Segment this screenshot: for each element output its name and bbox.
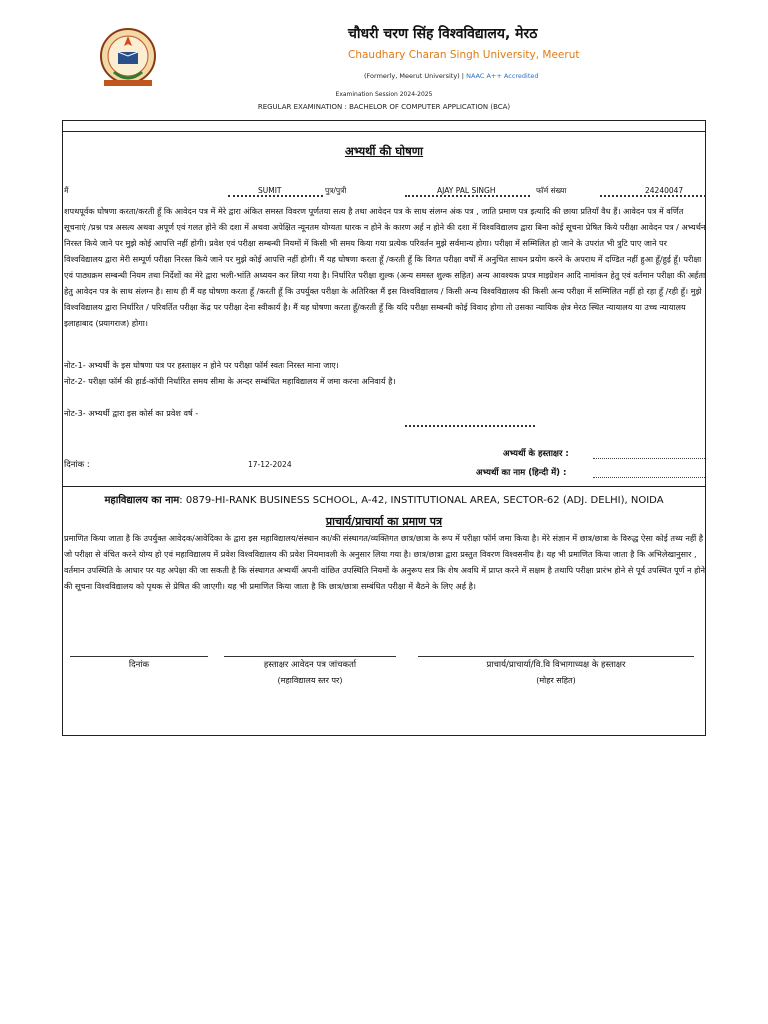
candidate-signature-field[interactable] — [593, 458, 705, 459]
college-value: : 0879-HI-RANK BUSINESS SCHOOL, A-42, INSTITUTIONAL AREA, SECTOR-62 (ADJ. DELHI), NOIDA — [179, 495, 664, 506]
university-formerly — [364, 72, 539, 80]
verifier-signature-line — [224, 656, 396, 657]
note-1: नोट-1- अभ्यर्थी के इस घोषणा पत्र पर हस्ताक्षर न होने पर परीक्षा फॉर्म स्वतः निरस्त माना जाए। — [64, 360, 339, 370]
naac-accreditation: NAAC A++ Accredited — [466, 72, 539, 80]
relation-label: पुत्र/पुत्री — [325, 186, 347, 195]
form-number: 24240047 — [645, 186, 684, 195]
university-name-english: Chaudhary Charan Singh University, Meerut — [348, 49, 580, 61]
father-name: AJAY PAL SINGH — [437, 186, 496, 195]
college-name — [0, 492, 768, 506]
verifier-sublabel: (महाविद्यालय स्तर पर) — [277, 676, 343, 685]
certificate-paragraph — [64, 530, 706, 594]
declaration-main-label: मैं — [64, 186, 69, 195]
declaration-text: शपथपूर्वक घोषणा करता/करती हूँ कि आवेदन पत्र में मेरे द्वारा अंकित समस्त विवरण पूर्णतया सत्य है तथा आवेदन पत्र के साथ संलग्न अंक पत्र , जाति प्रमाण पत्र इत्यादि की छाया प्रतियाँ वैध हैं। आवेदन पत्र में वर्णित सूचनाएं /प्रश्न पत्र असत्य अथवा अपूर्ण एवं गलत होने की दशा में अथवा अपेक्षित न्यूनतम योग्यता धारक न होने के कारण अर्ह न होने की दशा में विश्वविद्यालय द्वारा बिना कोई सूचना प्रेषित किये परीक्षा आवेदन पत्र / अभ्यर्थन निरस्त किये जाने पर मुझे कोई आपत्ति नहीं होगी। प्रवेश एवं परीक्षा सम्बन्धी नियमों में किसी भी समय किया गया प्रत्येक परिवर्तन मुझे सर्वमान्य होगा। परीक्षा में सम्मिलित हो जाने के उपरांत भी त्रुटि पाए जाने पर विश्वविद्यालय द्वारा मेरी सम्पूर्ण परीक्षा निरस्त किये जाने पर मुझे कोई आपत्ति नहीं होगी। मैं यह घोषणा करता हूँ /करती हूँ कि विगत परीक्षा वर्षों में अनुचित साधन प्रयोग करने के अपराध में दण्डित नहीं हुआ हूँ/हुई हूँ। परीक्षा एवं पाठ्यक्रम सम्बन्धी नियम तथा निर्देशों का मेरे द्वारा भली-भांति अध्ययन कर लिया गया है। निर्धारित परीक्षा शुल्क (अन्य समस्त शुल्क सहित) अन्य आवश्यक प्रपत्र माइग्रेशन आदि नामांकन हेतु एवं वर्तमान परीक्षा की अर्हता हेतु आवेदन पत्र के साथ संलग्न है। साथ ही मैं यह घोषणा करता हूँ /करती हूँ कि उपर्युक्त परीक्षा के अतिरिक्त मैं इस विश्वविद्यालय / किसी अन्य विश्वविद्यालय की किसी अन्य परीक्षा में सम्मिलित नहीं हो रहा हूँ /रही हूँ। मुझे विश्वविद्यालय द्वारा निर्धारित / परिवर्तित परीक्षा केंद्र पर परीक्षा देना स्वीकार्य है। मैं यह घोषणा करता हूँ/करती हूँ कि यदि परीक्षा सम्बन्धी कोई विवाद होगा तो उसका न्यायिक क्षेत्र मेरठ स्थित न्यायालय या उच्च न्यायालय इलाहाबाद (प्रयागराज) होगा। — [64, 206, 706, 328]
candidate-name-hindi-field[interactable] — [593, 477, 705, 478]
candidate-name: SUMIT — [258, 186, 282, 195]
section-divider — [62, 486, 706, 487]
form-number-label: फॉर्म संख्या — [536, 186, 567, 195]
separator: | — [461, 72, 464, 80]
college-label: महाविद्यालय का नाम — [104, 495, 180, 506]
candidate-name-hindi-label: अभ्यर्थी का नाम (हिन्दी में) : — [476, 468, 567, 478]
form-dots — [600, 195, 706, 197]
date-signature-line — [70, 656, 208, 657]
candidate-signature-label: अभ्यर्थी के हस्ताक्षर : — [503, 449, 569, 459]
principal-signature-line — [418, 656, 694, 657]
exam-session: Examination Session 2024-2025 — [335, 91, 433, 98]
exam-title: REGULAR EXAMINATION : BACHELOR OF COMPUTER APPLICATION (BCA) — [257, 103, 511, 111]
declaration-paragraph — [64, 203, 706, 331]
university-name-hindi: चौधरी चरण सिंह विश्वविद्यालय, मेरठ — [348, 26, 538, 42]
verifier-label: हस्ताक्षर आवेदन पत्र जांचकर्ता — [263, 660, 357, 670]
note-3: नोट-3- अभ्यर्थी द्वारा इस कोर्स का प्रवेश वर्ष - — [64, 408, 199, 418]
principal-label: प्राचार्य/प्राचार्या/वि.वि विभागाध्यक्ष के हस्ताक्षर — [486, 660, 626, 670]
declaration-date-label: दिनांक : — [64, 460, 90, 470]
declaration-date: 17-12-2024 — [248, 460, 292, 469]
certificate-text: प्रमाणित किया जाता है कि उपर्युक्त आवेदक/आवेदिका के द्वारा इस महाविद्यालय/संस्थान का/की संस्थागत/व्यक्तिगत छात्र/छात्रा के रूप में परीक्षा फॉर्म जमा किया है। मेरे संज्ञान में छात्र/छात्रा के विरुद्ध ऐसा कोई तथ्य नहीं है जो परीक्षा से वंचित करने योग्य हो एवं महाविद्यालय में प्रवेश विश्वविद्यालय की प्रवेश नियमावली के अनुसार लिया गया है। छात्र/छात्रा द्वारा प्रस्तुत विवरण विश्वसनीय है। यह भी प्रमाणित किया जाता है कि अभिलेखानुसार , वर्तमान उपस्थिति के आधार पर यह अपेक्षा की जा सकती है कि संस्थागत अभ्यर्थी अपनी वांछित उपस्थिति नियमों के अनुरूप सत्र कि शेष अवधि में प्राप्त करने में सक्षम है तथापि परीक्षा प्रारंभ होने से पूर्व उपस्थित पूर्ण न होने की सूचना विश्वविद्यालय को पृथक से प्रेषित की जाएगी। यह भी प्रमाणित किया जाता है कि छात्र/छात्रा सम्बंधित परीक्षा में बैठने के लिए अर्ह है। — [64, 533, 705, 591]
university-logo — [96, 26, 160, 90]
admission-year-dots — [405, 425, 535, 427]
name-dots — [228, 195, 323, 197]
father-dots — [405, 195, 530, 197]
note-2: नोट-2- परीक्षा फॉर्म की हार्ड-कॉपी निर्धारित समय सीमा के अन्दर सम्बंधित महाविद्यालय में जमा करना अनिवार्य है। — [64, 376, 396, 386]
certificate-date-label: दिनांक — [128, 660, 150, 670]
top-divider — [62, 131, 706, 132]
principal-sublabel: (मोहर सहित) — [536, 676, 576, 685]
declaration-title: अभ्यर्थी की घोषणा — [344, 144, 424, 158]
formerly-text: (Formerly, Meerut University) — [364, 72, 460, 80]
certificate-title: प्राचार्य/प्राचार्या का प्रमाण पत्र — [325, 515, 443, 528]
